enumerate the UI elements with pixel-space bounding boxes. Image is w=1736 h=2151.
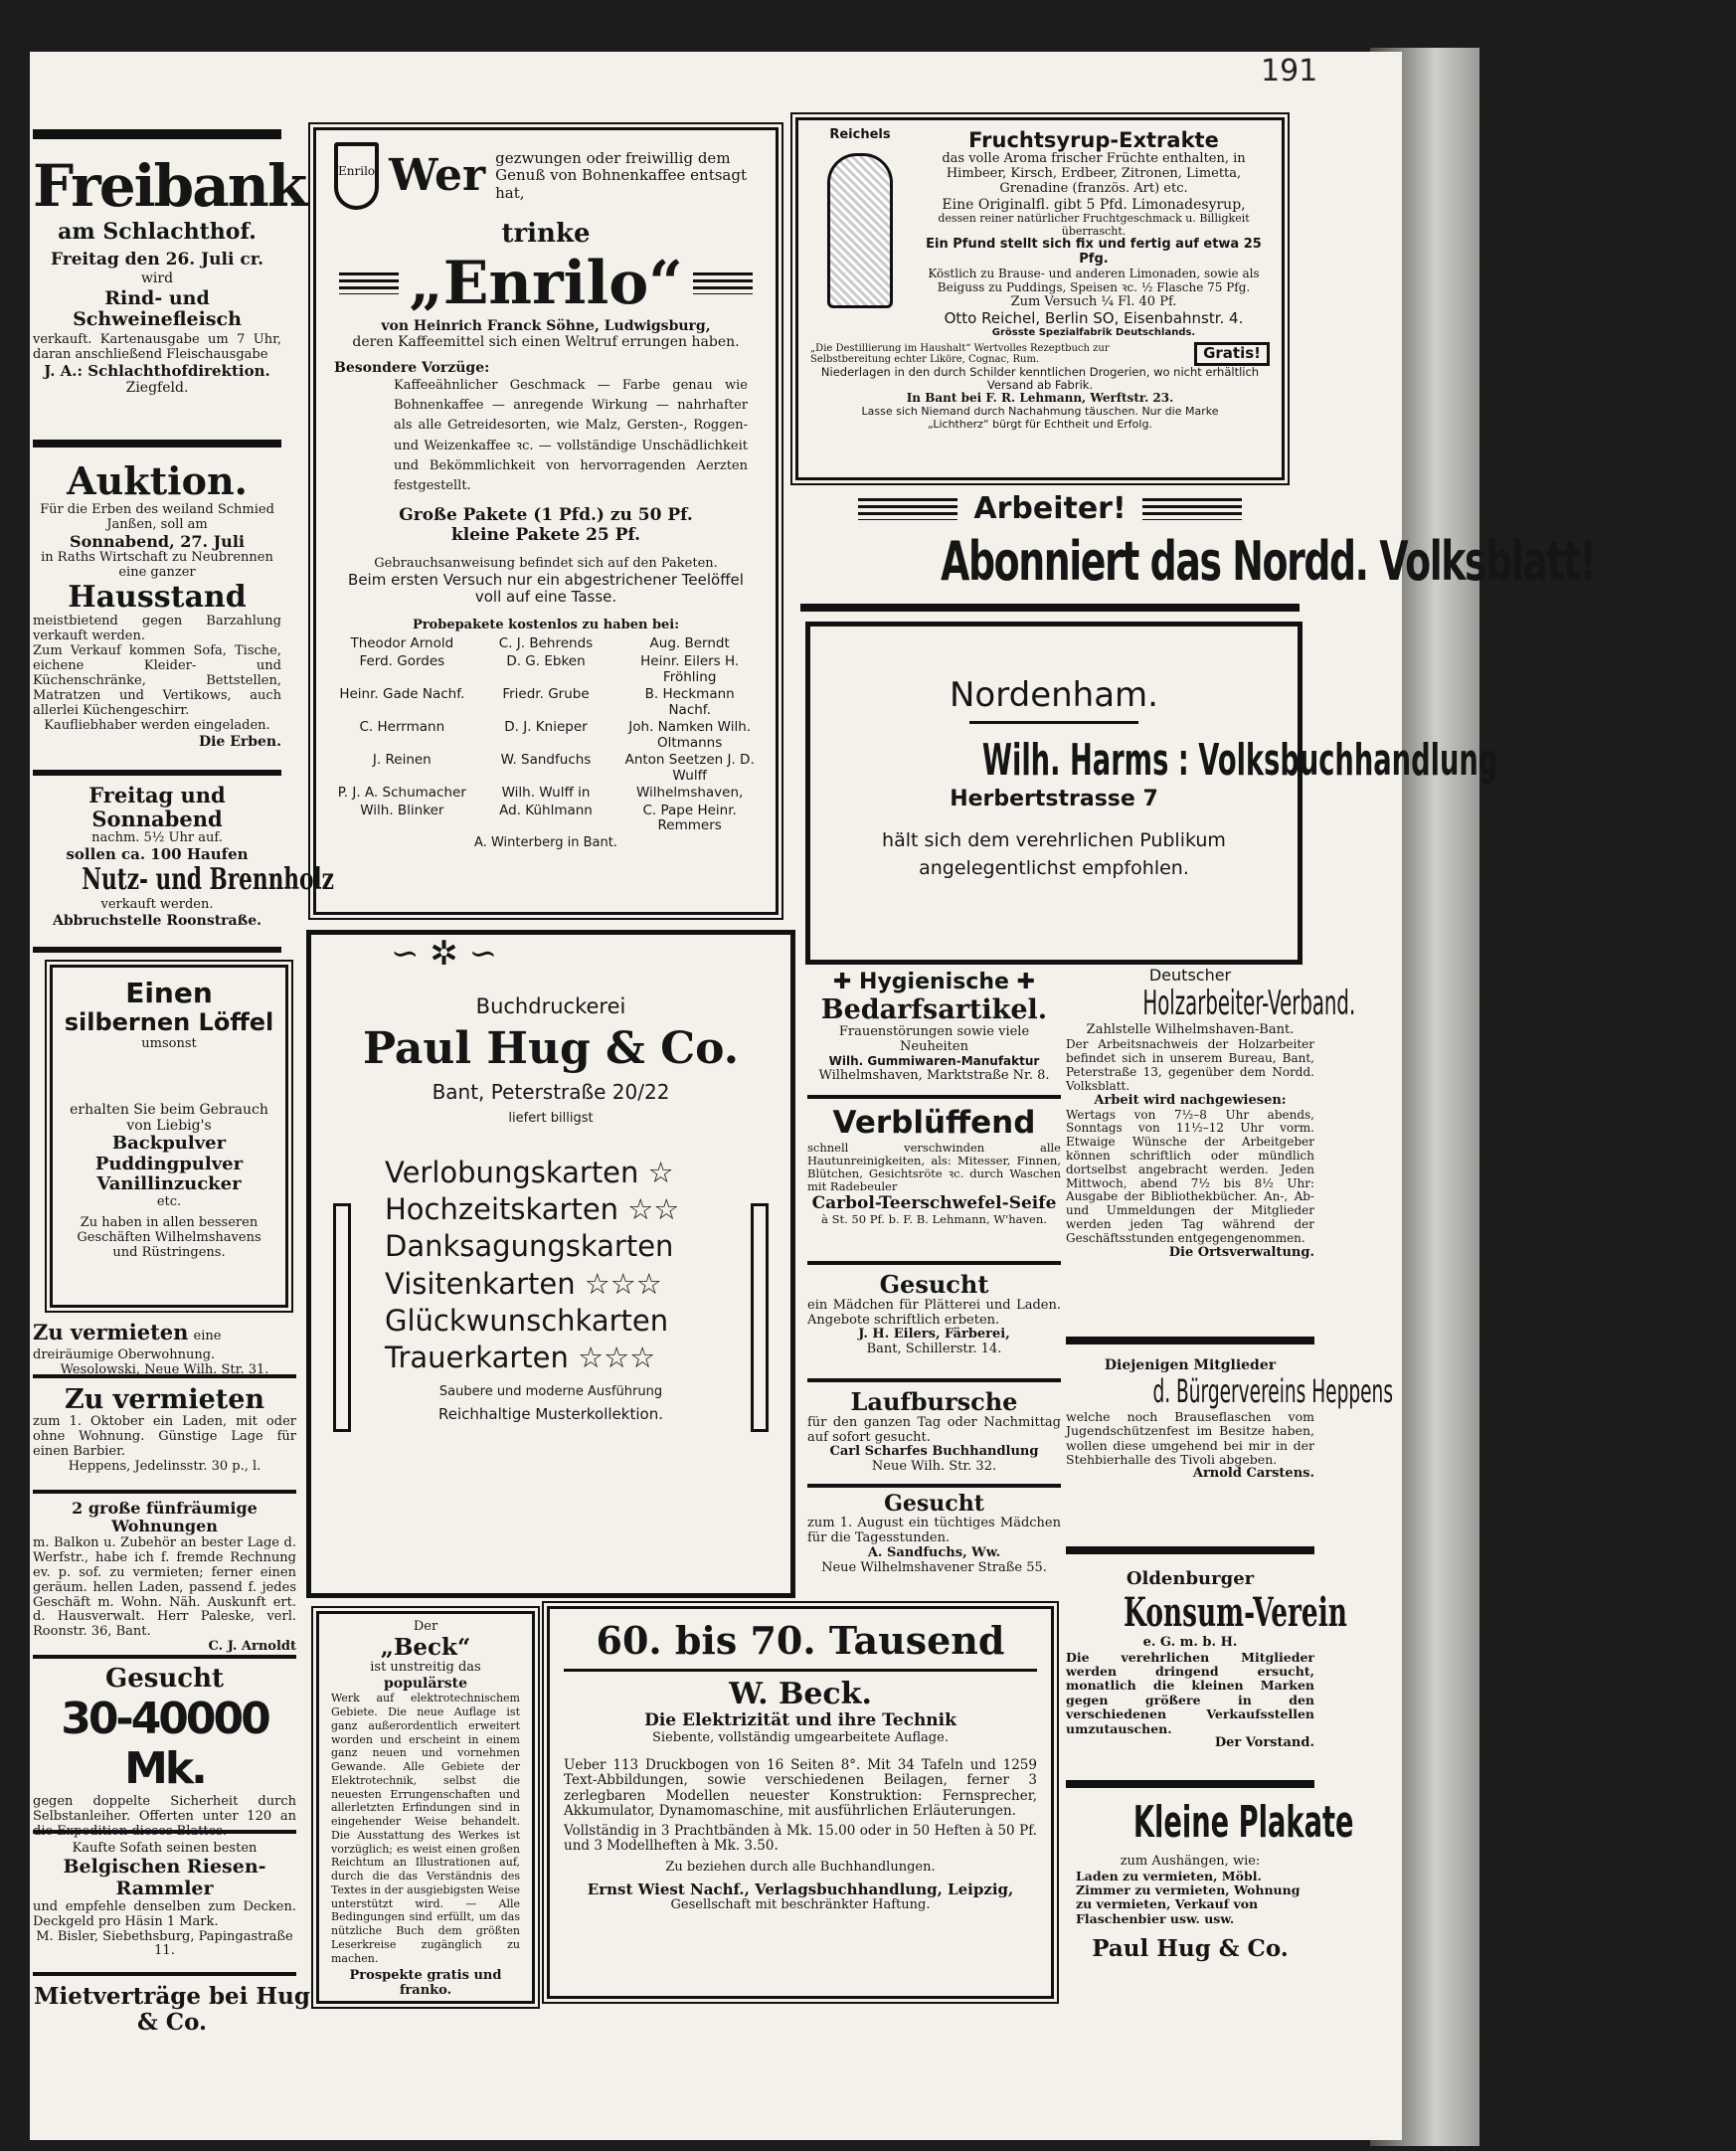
arbeiter-slogan-text: Abonniert das Nordd. Volksblatt! <box>941 529 1596 593</box>
cup-icon: Enrilo <box>334 142 379 210</box>
fruchtsyrup-title: Fruchtsyrup-Extrakte <box>968 128 1219 152</box>
freibank-meat: Rind- und Schweinefleisch <box>73 286 242 331</box>
auktion-intro: Für die Erben des weiland Schmied Janßen, soll am <box>40 501 274 532</box>
gesucht-geld-body: gegen doppelte Sicherheit durch Selbstanleiher. Offerten unter 120 an die Expedition dieses Blattes. <box>33 1794 296 1839</box>
holz-amount: sollen ca. 100 Haufen <box>66 845 249 864</box>
buergerverein-ad <box>1066 1357 1393 1554</box>
vermieten1-body: eine dreiräumige Oberwohnung. <box>33 1329 222 1363</box>
holzarbeiter-hours: Wertags von 7½–8 Uhr abends, Sonntags von 11½–12 Uhr vorm. Etwaige Wünsche der Arbeitgeber können schriftlich oder mündlich dortselbst angebracht werden. Jeden Mittwoch, abend 7½ bis 8½ Uhr: Ausgabe der Bibliothekbücher. An-, Ab- und Ummeldungen der Mitglieder werden jeden Tag während der Geschäftsstunden entgegengenommen. <box>1066 1107 1314 1245</box>
beck-small-ad <box>316 1611 535 2004</box>
gesucht-august-body: zum 1. August ein tüchtiges Mädchen für die Tagesstunden. <box>807 1516 1061 1546</box>
gesucht-geld-amount: 30-40000 Mk. <box>61 1693 268 1795</box>
fruchtsyrup-ad <box>795 117 1285 480</box>
fruchtsyrup-niederlagen: Niederlagen in den durch Schilder kenntlichen Drogerien, wo nicht erhältlich Versand ab Fabrik. <box>820 364 1260 392</box>
dealer-name: C. Pape Heinr. Remmers <box>642 802 737 834</box>
holz-verkauft: verkauft werden. <box>100 896 214 912</box>
gesucht-maedchen-title: Gesucht <box>879 1270 989 1299</box>
beck-main-pub2: Gesellschaft mit beschränkter Haftung. <box>670 1896 931 1912</box>
hygiene-ad <box>807 970 1061 1099</box>
verbluffend-product: Carbol-Teerschwefel-Seife <box>811 1192 1057 1213</box>
dealer-name: J. Reinen <box>372 752 432 769</box>
verbluffend-ad <box>807 1106 1061 1265</box>
dealer-name: Heinr. Eilers H. Fröhling <box>640 653 740 685</box>
arbeiter-slogan <box>800 529 1596 593</box>
cross-icon: ✚ <box>1016 970 1036 994</box>
auktion-date: Sonnabend, 27. Juli <box>70 531 245 551</box>
loeffel-ad <box>50 965 288 1308</box>
nordenham-ad <box>805 622 1498 965</box>
konsum-title-text: Konsum-Verein <box>1123 1588 1347 1636</box>
card-type: Hochzeitskarten ☆☆ <box>385 1192 680 1227</box>
gesucht-august-sig: A. Sandfuchs, Ww. <box>867 1545 1001 1561</box>
stripes-right <box>1142 498 1242 520</box>
enrilo-brand: „Enrilo“ <box>409 248 683 318</box>
hygiene-maker: Wilh. Gummiwaren-Manufaktur <box>828 1054 1040 1069</box>
holzarbeiter-body: Der Arbeitsnachweis der Holzarbeiter befindet sich in unserem Bureau, Bant, Peterstraße 13, gegenüber dem Nordd. Volksblatt. <box>1066 1037 1314 1093</box>
gesucht-august-addr: Neue Wilhelmshavener Straße 55. <box>821 1560 1047 1576</box>
stripes-left <box>339 272 399 294</box>
laufbursche-body: für den ganzen Tag oder Nachmittag auf sofort gesucht. <box>807 1414 1061 1445</box>
card-type: Visitenkarten ☆☆☆ <box>385 1266 662 1301</box>
druckerei-name: Paul Hug & Co. <box>362 1023 740 1075</box>
beck-main-book: Die Elektrizität und ihre Technik <box>644 1710 956 1731</box>
enrilo-proben: Probepakete kostenlos zu haben bei: <box>412 617 680 632</box>
fruchtsyrup-line1: Eine Originalfl. gibt 5 Pfd. Limonadesyrup, <box>942 196 1246 213</box>
enrilo-wer: Wer <box>389 149 486 201</box>
loeffel-p2: Puddingpulver <box>94 1153 244 1174</box>
buergerverein-title-text: d. Bürgervereins Heppens <box>1152 1372 1393 1411</box>
sofath-title: Belgischen Riesen-Rammler <box>63 1855 266 1899</box>
dealer-name: Friedr. Grube <box>502 686 590 703</box>
enrilo-price1: Große Pakete (1 Pfd.) zu 50 Pf. <box>399 505 693 526</box>
fruchtsyrup-gratis: Gratis! <box>1194 342 1270 365</box>
card-type: Glückwunschkarten <box>385 1304 669 1339</box>
stripes-right <box>693 272 753 294</box>
nordenham-shop-text: Wilh. Harms : Volksbuchhandlung <box>981 735 1498 787</box>
gesucht-maedchen-body: ein Mädchen für Plätterei und Laden. Angebote schriftlich erbeten. <box>807 1297 1061 1328</box>
stripes-left <box>858 498 957 520</box>
konsum-ad <box>1066 1568 1347 1788</box>
mietvertraege-ad <box>33 1983 311 2037</box>
enrilo-trinke: trinke <box>501 219 591 249</box>
fruchtsyrup-mark: „Lichtherz“ bürgt für Echtheit und Erfolg. <box>928 417 1152 431</box>
freibank-body: verkauft. Kartenausgabe um 7 Uhr, daran anschließend Fleischausgabe <box>33 332 281 363</box>
fruchtsyrup-warn: Lasse sich Niemand durch Nachahmung täuschen. Nur die Marke <box>861 404 1219 418</box>
loeffel-p3: Vanillinzucker <box>96 1173 242 1195</box>
pillar-right <box>751 1203 769 1432</box>
hygiene-title1: Hygienische <box>859 970 1009 994</box>
card-type: Danksagungskarten <box>385 1229 674 1264</box>
gesucht-maedchen-sig: J. H. Eilers, Färberei, <box>858 1327 1010 1343</box>
dealer-name: D. J. Knieper <box>504 719 588 736</box>
dealer-name: W. Sandfuchs <box>500 752 592 769</box>
gesucht-geld-title: Gesucht <box>104 1664 225 1694</box>
sofath-body: und empfehle denselben zum Decken. Deckgeld pro Häsin 1 Mark. <box>33 1898 296 1929</box>
vermieten2-ad <box>33 1384 296 1494</box>
vermieten1-title: Zu vermieten <box>33 1320 189 1344</box>
holzarbeiter-pre: Deutscher <box>1148 966 1232 985</box>
laufbursche-sig: Carl Scharfes Buchhandlung <box>829 1444 1039 1460</box>
druckerei-label: Buchdruckerei <box>475 994 626 1018</box>
hygiene-addr: Wilhelmshaven, Marktstraße Nr. 8. <box>818 1068 1050 1084</box>
beck-main-edition: Siebente, vollständig umgearbeitete Auflage. <box>652 1729 949 1745</box>
buergerverein-sig: Arnold Carstens. <box>1192 1466 1314 1482</box>
enrilo-ad <box>313 127 779 915</box>
konsum-body: Die verehrlichen Mitglieder werden dringend ersucht, monatlich die kleinen Marken gegen größere in den verschiedenen Verkaufsstellen umzutauschen. <box>1066 1649 1314 1736</box>
laufbursche-title: Laufbursche <box>850 1387 1018 1416</box>
enrilo-dealer-list <box>334 636 758 833</box>
enrilo-maker2: deren Kaffeemittel sich einen Weltruf errungen haben. <box>352 333 740 350</box>
gesucht-maedchen-ad <box>807 1271 1061 1382</box>
holzarbeiter-ad <box>1066 966 1356 1344</box>
hygiene-body: Frauenstörungen sowie viele Neuheiten <box>838 1024 1030 1055</box>
dealer-name: Aug. Berndt <box>649 635 730 652</box>
auktion-title: Auktion. <box>67 458 248 503</box>
beck-main-body: Ueber 113 Druckbogen von 16 Seiten 8°. Mit 34 Tafeln und 1259 Text-Abbildungen, sowie verschiedenen Beilagen, ferner 3 zerlegbaren Modellen neuester Konstruktion: Fernsprecher, Akkumulator, Dynamomaschine, mit ausführlichen Erläuterungen. <box>564 1756 1037 1820</box>
buergerverein-body: welche noch Brauseflaschen vom Jugendschützenfest im Besitze haben, wollen diese umgehend bei mir in der Stehbierhalle des Tivoli abgeben. <box>1066 1408 1314 1468</box>
enrilo-maker: von Heinrich Franck Söhne, Ludwigsburg, <box>381 317 711 334</box>
verbluffend-title: Verblüffend <box>832 1105 1036 1141</box>
holz-ad <box>33 783 334 953</box>
auktion-signature: Die Erben. <box>198 733 281 750</box>
fruchtsyrup-line2: dessen reiner natürlicher Fruchtgeschmack u. Billigkeit überrascht. <box>938 212 1250 238</box>
dealer-name: Wilh. Wulff in <box>501 785 591 802</box>
vermieten2-body: zum 1. Oktober ein Laden, mit oder ohne Wohnung. Günstige Lage für einen Barbier. <box>33 1414 296 1459</box>
beck-small-title: „Beck“ <box>380 1633 471 1661</box>
holzarbeiter-sig: Die Ortsverwaltung. <box>1168 1244 1314 1260</box>
konsum-sub: e. G. m. b. H. <box>1142 1634 1238 1650</box>
holzarbeiter-title <box>1066 984 1356 1024</box>
plakate-intro: zum Aushängen, wie: <box>1120 1853 1261 1869</box>
holzarbeiter-sub: Zahlstelle Wilhelmshaven-Bant. <box>1086 1022 1295 1038</box>
dealer-name: C. Herrmann <box>359 719 445 736</box>
freibank-name: Ziegfeld. <box>125 380 189 397</box>
wohnungen-body: m. Balkon u. Zubehör an bester Lage d. Werfstr., habe ich f. fremde Rechnung ev. p. sof. zu vermieten; ferner einen geräum. hellen Laden, passend f. jedes Geschäft m. Wohn. Näh. Auskunft ert. d. Hausverwalt. Herr Paleske, verl. Roonstr. 36, Bant. <box>33 1534 296 1640</box>
pillar-left <box>333 1203 351 1432</box>
dealer-name: P. J. A. Schumacher <box>337 785 466 802</box>
beck-main-publisher: Ernst Wiest Nachf., Verlagsbuchhandlung, Leipzig, <box>587 1880 1014 1898</box>
konsum-pre: Oldenburger <box>1126 1568 1255 1589</box>
plakate-list: Laden zu vermieten, Möbl. Zimmer zu vermieten, Wohnung zu vermieten, Verkauf von Flaschenbier usw. usw. <box>1076 1868 1301 1926</box>
druckerei-footer2: Reichhaltige Musterkollektion. <box>438 1404 663 1423</box>
druckerei-address: Bant, Peterstraße 20/22 <box>432 1079 670 1104</box>
holz-time: nachm. 5½ Uhr auf. <box>91 830 223 846</box>
dealer-name: C. J. Behrends <box>498 635 594 652</box>
vermieten2-title: Zu vermieten <box>64 1384 265 1415</box>
verbluffend-body: schnell verschwinden alle Hautunreinigkeiten, als: Mitesser, Finnen, Blütchen, Gesichtsröte ꝛc. durch Waschen mit Radebeuler <box>807 1140 1061 1194</box>
vermieten1-addr: Wesolowski, Neue Wilh. Str. 31. <box>60 1362 269 1378</box>
enrilo-tip: Beim ersten Versuch nur ein abgestrichener Teelöffel voll auf eine Tasse. <box>348 571 744 607</box>
loeffel-title2: silbernen Löffel <box>64 1008 274 1037</box>
beck-small-sub: ist unstreitig das <box>370 1660 481 1676</box>
laufbursche-addr: Neue Wilh. Str. 32. <box>871 1459 997 1475</box>
auktion-ad <box>33 459 281 776</box>
dealer-name: Anton Seetzen J. D. Wulff <box>624 752 755 784</box>
freibank-signature: J. A.: Schlachthofdirektion. <box>44 362 270 381</box>
divider <box>969 721 1138 724</box>
auktion-body3: Kaufliebhaber werden eingeladen. <box>44 717 270 733</box>
fruchtsyrup-maker2: Grösste Spezialfabrik Deutschlands. <box>991 326 1196 338</box>
goblet-icon <box>827 153 893 308</box>
dealer-name: Ferd. Gordes <box>359 653 445 669</box>
plakate-title <box>1066 1797 1354 1849</box>
nordenham-street: Herbertstrasse 7 <box>950 786 1158 811</box>
wohnungen-ad <box>33 1500 296 1659</box>
arbeiter-ad <box>800 491 1596 612</box>
card-type: Trauerkarten ☆☆☆ <box>385 1341 656 1375</box>
auktion-body1: meistbietend gegen Barzahlung verkauft werden. <box>33 614 281 644</box>
plakate-ad <box>1066 1797 1354 1997</box>
beck-small-pop: populärste <box>383 1676 468 1693</box>
hygiene-title2: Bedarfsartikel. <box>820 994 1048 1026</box>
page-number: 191 <box>1261 54 1318 89</box>
freibank-wird: wird <box>140 269 174 286</box>
card-type: Verlobungskarten ☆ <box>385 1155 674 1189</box>
enrilo-usage: Gebrauchsanweisung befindet sich auf den Paketen. <box>374 556 718 572</box>
auktion-body2: Zum Verkauf kommen Sofa, Tische, eichene Kleider- und Küchenschränke, Bettstellen, Matratzen und Vertikows, auch allerlei Küchengeschirr. <box>33 643 281 718</box>
nordenham-shop <box>824 735 1498 787</box>
loeffel-p1: Backpulver <box>111 1132 227 1154</box>
beck-small-body: Werk auf elektrotechnischem Gebiete. Die neue Auflage ist ganz außerordentlich erweitert worden und erscheint in einem ganz neuen und vornehmen Gewande. Alle Gebiete der Elektrotechnik, selbst die neuesten Errungenschaften und allerletzten Erfindungen sind in eingehender Weise behandelt. Die Ausstattung des Werkes ist vorzüglich; es weist einen großen Reichtum an Illustrationen auf, durch die das Verständnis des Textes in der ausgiebigsten Weise unterstützt wird. — Alle Bedingungen sind erfüllt, um das nützliche Buch dem größten Leserkreise zugänglich zu machen. <box>331 1692 520 1965</box>
freibank-ad <box>33 129 306 448</box>
buergerverein-title <box>1066 1372 1393 1411</box>
wohnungen-sig: C. J. Arnoldt <box>208 1639 296 1655</box>
gesucht-august-ad <box>807 1492 1061 1591</box>
loeffel-footer: Zu haben in allen besseren Geschäften Wilhelmshavens und Rüstringens. <box>77 1214 261 1260</box>
druckerei-liefert: liefert billigst <box>508 1110 594 1126</box>
nordenham-title: Nordenham. <box>950 675 1158 715</box>
sofath-sig: M. Bisler, Siebethsburg, Papingastraße 11. <box>36 1928 293 1959</box>
dealer-name: Wilh. Blinker <box>360 802 444 818</box>
holzarbeiter-title-text: Holzarbeiter-Verband. <box>1142 984 1356 1024</box>
plakate-title-text: Kleine Plakate <box>1132 1797 1354 1848</box>
beck-main-ad <box>547 1606 1054 1999</box>
druckerei-card-list <box>367 1157 735 1375</box>
loeffel-body: erhalten Sie beim Gebrauch von Liebig's <box>70 1101 268 1134</box>
dealer-name: Theodor Arnold <box>350 635 454 652</box>
freibank-subtitle: am Schlachthof. <box>58 218 257 245</box>
beck-main-avail: Zu beziehen durch alle Buchhandlungen. <box>665 1859 936 1875</box>
beck-small-der: Der <box>413 1619 438 1634</box>
gesucht-geld-ad <box>33 1664 296 1839</box>
dealer-name: B. Heckmann Nachf. <box>644 686 735 718</box>
mietvertraege-text: Mietverträge bei Hug & Co. <box>34 1983 310 2037</box>
freibank-title: Freibank <box>33 152 306 220</box>
sofath-ad <box>33 1842 296 1976</box>
enrilo-intro: gezwungen oder freiwillig dem Genuß von Bohnenkaffee entsagt hat, <box>495 149 748 202</box>
enrilo-vorzuege-title: Besondere Vorzüge: <box>334 360 490 377</box>
holzarbeiter-hours-title: Arbeit wird nachgewiesen: <box>1094 1092 1287 1108</box>
dealer-name: D. G. Ebken <box>506 653 586 669</box>
dealer-name: Wilhelmshaven, <box>636 785 744 802</box>
fruchtsyrup-line3: Ein Pfund stellt sich fix und fertig auf etwa 25 Pfg. <box>926 237 1262 268</box>
auktion-place: in Raths Wirtschaft zu Neubrennen eine ganzer <box>41 549 273 580</box>
fruchtsyrup-maker: Otto Reichel, Berlin SO, Eisenbahnstr. 4. <box>944 308 1244 327</box>
druckerei-ad <box>306 930 795 1598</box>
beck-small-footer: Prospekte gratis und franko. <box>349 1968 502 1999</box>
holz-place: Abbruchstelle Roonstraße. <box>52 912 262 929</box>
laufbursche-ad <box>807 1388 1061 1488</box>
divider <box>564 1669 1037 1672</box>
auktion-item: Hausstand <box>68 579 247 615</box>
beck-main-title: 60. bis 70. Tausend <box>596 1618 1005 1663</box>
dealer-name: Heinr. Gade Nachf. <box>339 686 465 703</box>
ornament-top: ∽ ✲ ∽ <box>391 934 498 974</box>
beck-main-author: W. Beck. <box>729 1676 872 1711</box>
gesucht-august-title: Gesucht <box>884 1491 984 1517</box>
enrilo-last-dealer: A. Winterberg in Bant. <box>474 834 617 850</box>
freibank-date: Freitag den 26. Juli cr. <box>50 249 264 269</box>
plakate-sig: Paul Hug & Co. <box>1092 1935 1289 1963</box>
vermieten2-addr: Heppens, Jedelinsstr. 30 p., l. <box>68 1458 261 1474</box>
konsum-sig: Der Vorstand. <box>1214 1734 1314 1750</box>
holz-item: Nutz- und Brennholz <box>82 862 334 898</box>
enrilo-vorzuege: Kaffeeähnlicher Geschmack — Farbe genau wie Bohnenkaffee — anregende Wirkung — nahrhafter als alle Getreidesorten, wie Malz, Gersten-, Roggen- und Weizenkaffee ꝛc. — vollständige Unschädlichkeit und Bekömmlichkeit von hervorragenden Aerzten festgestellt. <box>394 378 748 493</box>
sofath-intro: Kaufte Sofath seinen besten <box>72 1841 258 1856</box>
gesucht-maedchen-addr: Bant, Schillerstr. 14. <box>866 1342 1002 1357</box>
loeffel-title1: Einen <box>125 977 213 1009</box>
arbeiter-title: Arbeiter! <box>973 491 1127 526</box>
fruchtsyrup-line5: Zum Versuch ¼ Fl. 40 Pf. <box>1010 293 1177 309</box>
fruchtsyrup-desc: das volle Aroma frischer Früchte enthalten, in Himbeer, Kirsch, Erdbeer, Zitronen, Limetta, Grenadine (französ. Art) etc. <box>942 151 1246 197</box>
dealer-name: Ad. Kühlmann <box>499 802 593 818</box>
holz-title: Freitag und Sonnabend <box>88 783 226 832</box>
wohnungen-title: 2 große fünfräumige Wohnungen <box>72 1499 258 1536</box>
enrilo-price2: kleine Pakete 25 Pf. <box>450 524 641 545</box>
fruchtsyrup-brand-label: Reichels <box>829 127 891 142</box>
fruchtsyrup-line4: Köstlich zu Brause- und anderen Limonaden, sowie als Beiguss zu Puddings, Speisen ꝛc. ½ Flasche 75 Pfg. <box>928 267 1260 294</box>
verbluffend-price: à St. 50 Pf. b. F. B. Lehmann, W'haven. <box>821 1212 1047 1227</box>
vermieten1-ad <box>33 1321 296 1378</box>
druckerei-footer1: Saubere und moderne Ausführung <box>438 1383 663 1399</box>
loeffel-umsonst: umsonst <box>141 1035 197 1051</box>
fruchtsyrup-gratis-text: „Die Destillierung im Haushalt“ Wertvolles Rezeptbuch zur Selbstbereitung echter Liköre, Cognac, Rum. <box>810 342 1110 366</box>
nordenham-text: hält sich dem verehrlichen Publikum angelegentlichst empfohlen. <box>882 828 1226 879</box>
loeffel-etc: etc. <box>156 1193 182 1209</box>
cross-icon: ✚ <box>832 970 852 994</box>
beck-main-price: Vollständig in 3 Prachtbänden à Mk. 15.00 oder in 50 Heften à 50 Pf. und 3 Modellheften à Mk. 3.50. <box>564 1822 1037 1855</box>
konsum-title <box>1066 1588 1347 1636</box>
buergerverein-pre: Diejenigen Mitglieder <box>1104 1357 1277 1373</box>
fruchtsyrup-bant: In Bant bei F. R. Lehmann, Werftstr. 23. <box>906 391 1174 406</box>
dealer-name: Joh. Namken Wilh. Oltmanns <box>628 719 752 751</box>
